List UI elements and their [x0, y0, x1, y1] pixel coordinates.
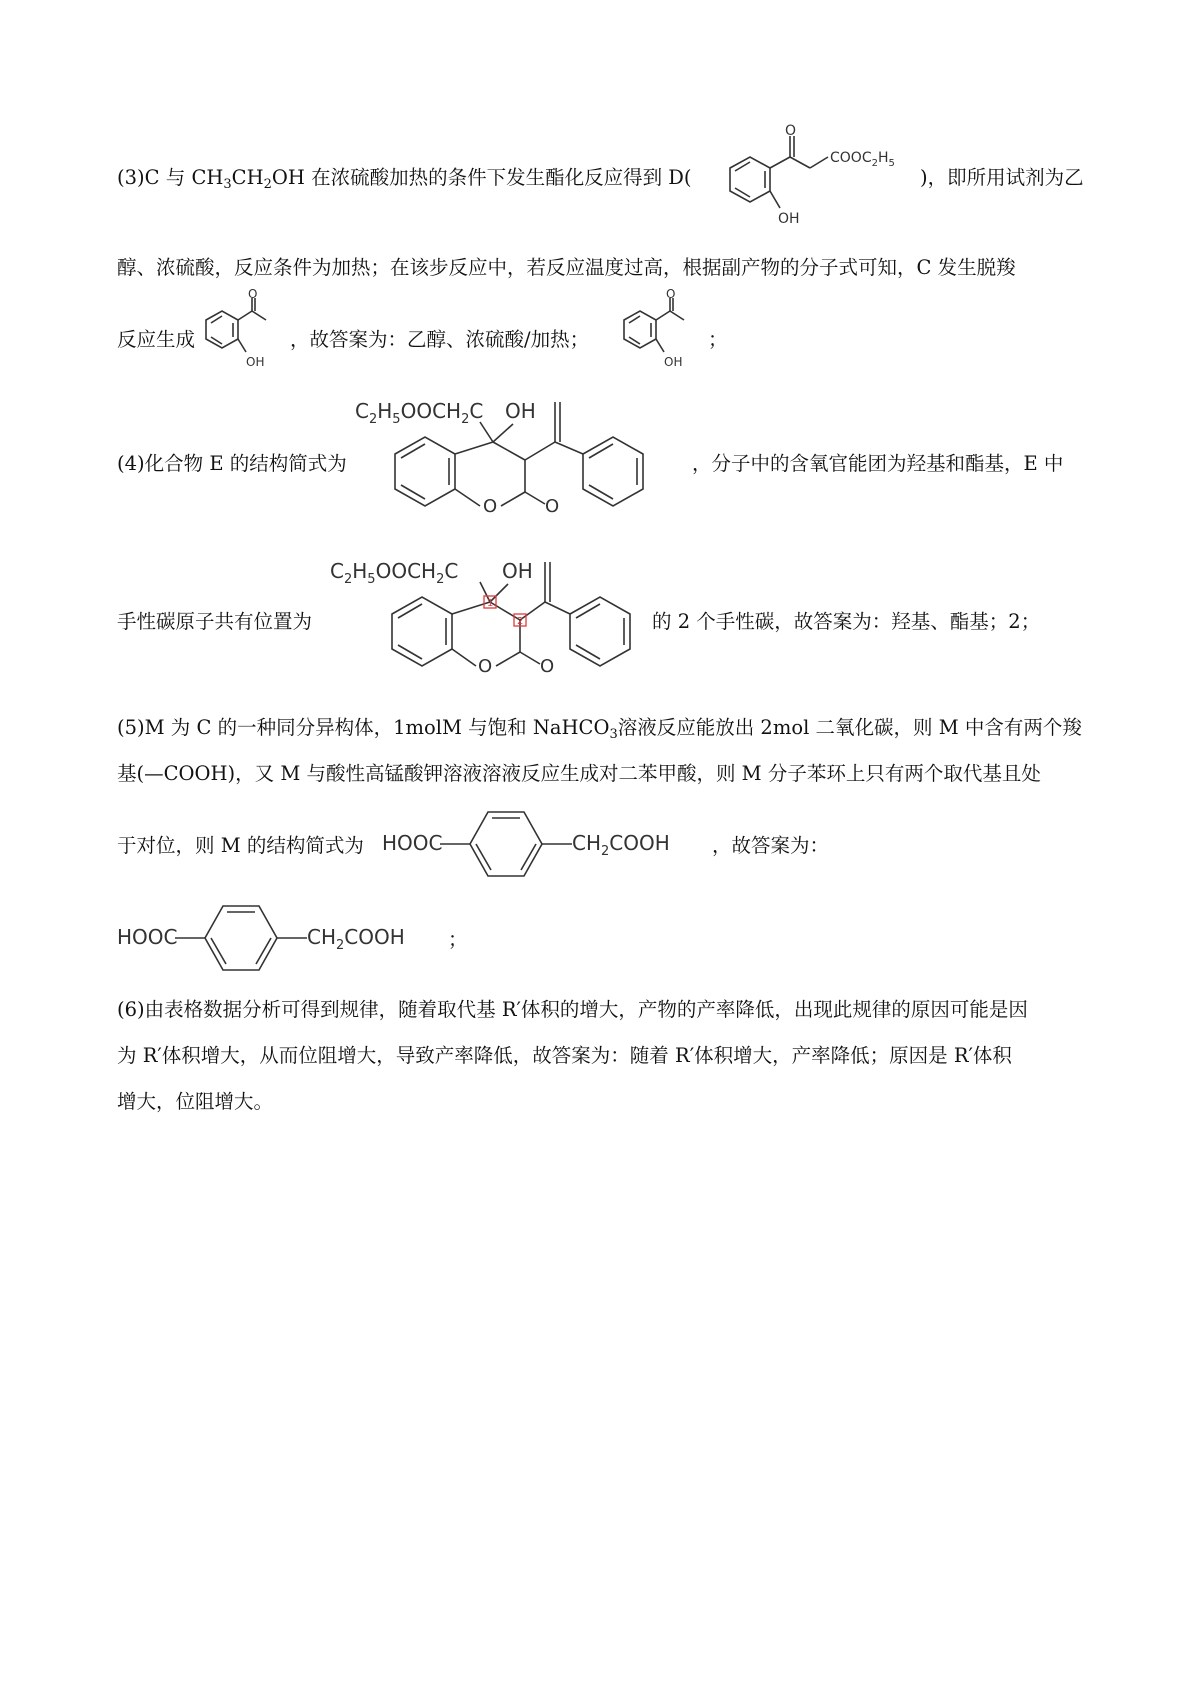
s4-line1-b: ，分子中的含氧官能团为羟基和酯基，E 中: [692, 452, 1064, 475]
mol-e2-ring-o: O: [478, 656, 493, 677]
s3-line3-b: ，故答案为：乙醇、浓硫酸/加热；: [290, 328, 590, 351]
mol-ap1-o: O: [248, 287, 258, 301]
mol-m2-ch2cooh: $CH_2COOH$: [307, 925, 405, 953]
molecule-m-structure-2: [117, 898, 457, 978]
s5-line3-b: ，故答案为：: [712, 834, 830, 857]
s5-line2: 基(—COOH)，又 M 与酸性高锰酸钾溶液溶液反应生成对二苯甲酸，则 M 分子苯环上只有两个取代基且处: [117, 762, 1041, 785]
chiral-mark-2-label: 2: [517, 616, 524, 627]
molecule-e-chiral-structure: [330, 552, 660, 692]
molecule-m-structure-1: [382, 804, 712, 884]
mol-d-ester-label: $COOC_2H_5$: [830, 150, 895, 169]
mol-e-carbonyl-o: O: [545, 496, 560, 517]
s6-line1: (6)由表格数据分析可得到规律，随着取代基 R′体积的增大，产物的产率降低，出现此规律的原因可能是因: [117, 998, 1028, 1021]
molecule-hydroxyacetophenone-2: [614, 287, 714, 374]
s5-line1: (5)M 为 C 的一种同分异构体，1molM 与饱和 NaHCO$_3$溶液反应能放出 2mol 二氧化碳，则 M 中含有两个羧: [117, 716, 1082, 742]
mol-m1-hooc: HOOC: [382, 831, 443, 855]
molecule-d-structure: [700, 123, 915, 233]
s4-line1-a: (4)化合物 E 的结构简式为: [117, 452, 347, 475]
mol-e-substituent-label: $C_2H_5OOCH_2C$: [355, 399, 484, 427]
mol-e2-carbonyl-o: O: [540, 656, 555, 677]
mol-e2-substituent-label: $C_2H_5OOCH_2C$: [330, 559, 459, 587]
mol-m2-hooc: HOOC: [117, 925, 178, 949]
mol-ap2-o: O: [666, 287, 676, 301]
mol-ap2-oh: OH: [664, 355, 683, 369]
s3-line3-a: 反应生成: [117, 328, 196, 351]
s5-line3-a: 于对位，则 M 的结构简式为: [117, 834, 364, 857]
mol-ap1-oh: OH: [246, 355, 265, 369]
mol-d-oh: OH: [778, 211, 800, 227]
molecule-hydroxyacetophenone-1: [196, 287, 296, 374]
s6-line2: 为 R′体积增大，从而位阻增大，导致产率降低，故答案为：随着 R′体积增大，产率降低；原因是 R′体积: [117, 1044, 1012, 1067]
s3-line2: 醇、浓硫酸，反应条件为加热；在该步反应中，若反应温度过高，根据副产物的分子式可知，C 发生脱羧: [117, 256, 1016, 279]
s3-line1: (3)C 与 $CH_3CH_2OH$ 在浓硫酸加热的条件下发生酯化反应得到 D(: [117, 166, 692, 192]
mol-d-carbonyl-o: O: [785, 123, 797, 139]
s4-line2-b: 的 2 个手性碳，故答案为：羟基、酯基；2；: [652, 610, 1041, 633]
s3-line3-c: ；: [708, 328, 728, 351]
mol-e2-oh: OH: [502, 559, 533, 583]
molecule-e-structure: [355, 392, 685, 532]
s4-line2-a: 手性碳原子共有位置为: [117, 610, 313, 633]
chiral-mark-1-label: 1: [487, 598, 494, 609]
mol-m1-ch2cooh: $CH_2COOH$: [572, 831, 670, 859]
s3-line1-end: )，即所用试剂为乙: [920, 166, 1084, 189]
mol-e-oh: OH: [505, 399, 536, 423]
s6-line3: 增大，位阻增大。: [117, 1090, 274, 1113]
s5-line4-end: ；: [448, 928, 468, 951]
mol-e-ring-o: O: [483, 496, 498, 517]
